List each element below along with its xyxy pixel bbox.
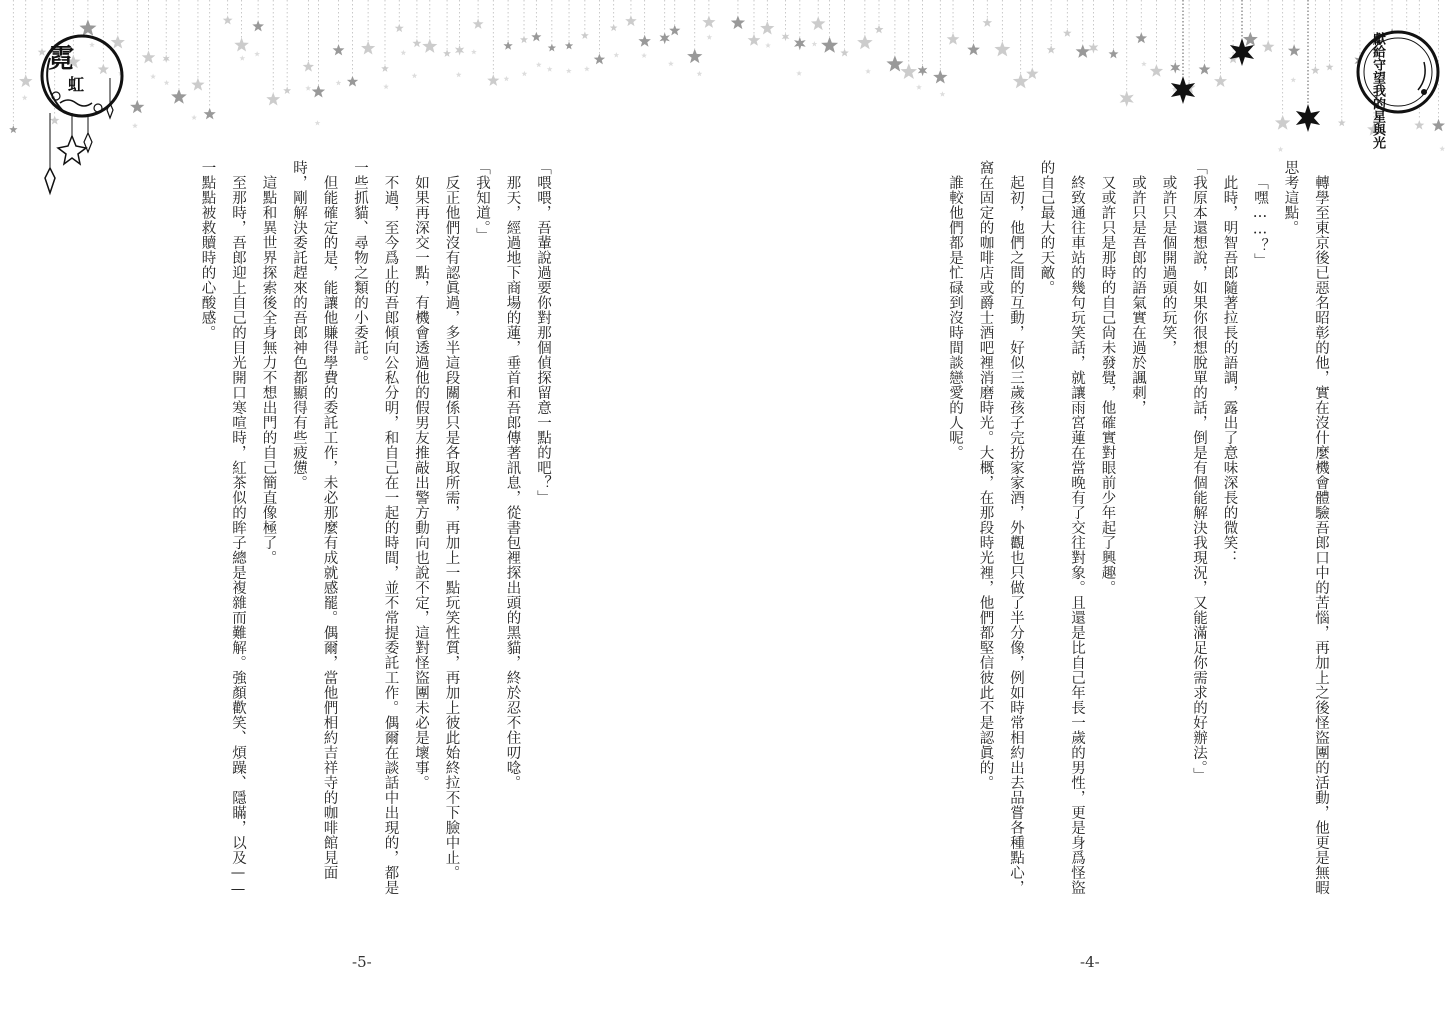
star-icon bbox=[547, 66, 553, 72]
star-icon bbox=[163, 55, 170, 63]
star-icon bbox=[947, 33, 960, 45]
star-icon bbox=[347, 76, 358, 87]
star-icon bbox=[794, 37, 806, 51]
star-icon bbox=[765, 43, 771, 48]
star-icon bbox=[1278, 146, 1284, 152]
star-icon bbox=[660, 32, 670, 44]
paragraph: 「嘿……？」 bbox=[1252, 174, 1268, 268]
star-icon bbox=[614, 52, 620, 58]
star-icon bbox=[361, 41, 375, 55]
star-icon bbox=[669, 25, 680, 36]
star-icon bbox=[811, 16, 826, 30]
star-icon bbox=[150, 74, 156, 80]
star-icon bbox=[1170, 62, 1180, 74]
star-icon bbox=[223, 15, 233, 24]
badge-line-3: 星與光 bbox=[1370, 110, 1385, 149]
badge-char-1: 霓 bbox=[48, 44, 75, 74]
star-icon bbox=[503, 41, 512, 50]
paragraph: 或許只是吾郎的語氣實在過於諷刺， bbox=[1130, 174, 1146, 415]
paragraph: 反正他們沒有認眞過，多半這段關係只是各取所需，再加上一點玩笑性質，再加上彼此始終拉不下臉中止。 bbox=[443, 174, 460, 880]
paragraph: 不過，至今爲止的吾郎傾向公私分明，和自己在一起的時間，並不常提委託工作。偶爾在談話中出現的，都是一些抓貓、尋物之類的小委託。 bbox=[352, 160, 399, 895]
star-icon bbox=[1311, 66, 1320, 74]
star-icon bbox=[315, 120, 321, 125]
paragraph: 這點和異世界探索後全身無力不想出門的自己簡直像極了。 bbox=[260, 174, 277, 565]
star-icon bbox=[1291, 77, 1297, 82]
page-number: -4- bbox=[1080, 953, 1100, 971]
star-icon bbox=[1243, 32, 1258, 46]
paragraph: 那天，經過地下商場的蓮，垂首和吾郎傳著訊息，從書包裡探出頭的黑貓，終於忍不住叨唸。 bbox=[504, 174, 521, 790]
star-icon bbox=[204, 108, 216, 120]
paragraph: 誰較他們都是忙碌到沒時間談戀愛的人呢。 bbox=[947, 174, 963, 460]
star-icon bbox=[1275, 115, 1291, 130]
star-icon bbox=[916, 84, 922, 89]
star-icon bbox=[234, 38, 249, 52]
paragraph: 此時，明智吾郎隨著拉長的語調，露出了意味深長的微笑： bbox=[1221, 174, 1238, 565]
star-icon bbox=[707, 34, 713, 39]
badge-text-block bbox=[1370, 32, 1385, 149]
star-icon bbox=[381, 65, 389, 72]
star-icon bbox=[191, 115, 197, 120]
star-icon bbox=[668, 61, 674, 66]
star-icon bbox=[254, 51, 260, 56]
paragraph: 終致通往車站的幾句玩笑話，就讓雨宮蓮在當晚有了交往對象。且還是比自己年長一歲的男性，更是身爲怪盜的自己最大的天敵。 bbox=[1038, 160, 1085, 895]
star-icon bbox=[1136, 32, 1148, 43]
star-icon bbox=[702, 15, 715, 28]
star-icon bbox=[303, 61, 314, 72]
star-icon bbox=[731, 15, 745, 29]
star-icon bbox=[240, 55, 246, 60]
star-icon bbox=[1047, 45, 1056, 54]
star-icon bbox=[336, 80, 342, 86]
star-icon bbox=[865, 68, 871, 73]
star-icon bbox=[1199, 63, 1211, 74]
star-icon bbox=[967, 43, 980, 55]
star-icon bbox=[1089, 42, 1099, 53]
star-icon bbox=[455, 45, 464, 56]
paragraph: 如果再深交一點，有機會透過他的假男友推敲出警方動向也說不定，這對怪盜團未必是壞事。 bbox=[413, 174, 429, 790]
star-icon bbox=[584, 66, 590, 72]
star-icon bbox=[994, 41, 1010, 56]
star-icon bbox=[697, 71, 703, 77]
star-icon bbox=[422, 39, 437, 53]
badge-char-2: 虹 bbox=[68, 75, 85, 94]
paragraph: 但能確定的是，能讓他賺得學費的委託工作，未必那麼有成就感罷。偶爾，當他們相約吉祥寺的咖啡館見面時，剛解決委託趕來的吾郎神色都顯得有些疲憊。 bbox=[291, 160, 338, 880]
star-icon bbox=[1439, 146, 1445, 152]
star-icon bbox=[1026, 67, 1038, 79]
star-icon bbox=[283, 87, 291, 95]
star-icon bbox=[812, 41, 818, 47]
star-icon bbox=[383, 84, 389, 90]
black-star-icon bbox=[1296, 104, 1320, 132]
star-icon bbox=[918, 65, 928, 76]
star-icon bbox=[748, 34, 761, 46]
right-page-text bbox=[940, 160, 1337, 900]
page-number: -5- bbox=[352, 953, 372, 971]
star-icon bbox=[1063, 29, 1072, 37]
star-icon bbox=[266, 92, 280, 105]
neon-badge-logo bbox=[20, 18, 130, 198]
star-icon bbox=[566, 68, 572, 73]
star-icon bbox=[536, 62, 542, 67]
star-icon bbox=[1120, 91, 1134, 107]
star-icon bbox=[638, 35, 651, 47]
left-page-text bbox=[192, 160, 558, 900]
star-icon bbox=[1214, 75, 1227, 87]
star-icon bbox=[782, 32, 790, 41]
star-icon bbox=[594, 54, 605, 65]
star-icon bbox=[1013, 73, 1029, 88]
star-icon bbox=[641, 53, 647, 58]
star-icon bbox=[886, 55, 903, 71]
star-icon bbox=[610, 24, 618, 31]
star-icon bbox=[132, 123, 138, 128]
star-icon bbox=[760, 21, 774, 35]
paragraph: 「喂喂，吾輩說過要你對那個偵探留意一點的吧？」 bbox=[535, 160, 551, 505]
star-icon bbox=[687, 49, 702, 64]
paragraph: 「我知道。」 bbox=[474, 160, 490, 243]
star-icon bbox=[1109, 49, 1119, 59]
star-icon bbox=[9, 125, 17, 133]
star-icon bbox=[164, 80, 170, 85]
dedication-badge-logo bbox=[1348, 20, 1448, 130]
paragraph: 至那時，吾郎迎上自己的目光開口寒喧時，紅茶似的眸子總是複雜而難解。強顏歡笑、煩躁、隱瞞，以及——一點點被救贖時的心酸感。 bbox=[199, 160, 246, 898]
star-icon bbox=[191, 78, 204, 91]
star-icon bbox=[312, 85, 325, 98]
star-icon bbox=[504, 76, 510, 81]
star-icon bbox=[333, 44, 345, 55]
star-icon bbox=[548, 44, 556, 52]
star-icon bbox=[520, 36, 528, 44]
paragraph: 又或許只是那時的自己尙未發覺，他確實對眼前少年起了興趣。 bbox=[1099, 174, 1116, 595]
star-icon bbox=[1338, 119, 1346, 126]
paragraph: 起初，他們之間的互動，好似三歲孩子完扮家家酒，外觀也只做了半分像，例如時常相約出去品嘗各種點心，窩在固定的咖啡店或爵士酒吧裡消磨時光。大概，在那段時光裡，他們都堅信彼此不是認眞的。 bbox=[977, 160, 1024, 895]
paragraph: 轉學至東京後已惡名昭彰的他，實在沒什麼機會體驗吾郎口中的苦惱，再加上之後怪盜團的活動，他更是無暇思考這點。 bbox=[1282, 160, 1329, 895]
star-icon bbox=[983, 18, 993, 27]
star-icon bbox=[252, 20, 264, 31]
star-icon bbox=[413, 39, 422, 48]
star-icon bbox=[171, 89, 187, 104]
star-icon bbox=[471, 49, 477, 54]
star-icon bbox=[875, 25, 884, 34]
star-icon bbox=[305, 85, 311, 90]
star-icon bbox=[933, 70, 947, 84]
star-icon bbox=[142, 50, 156, 63]
star-icon bbox=[1288, 44, 1301, 56]
star-icon bbox=[395, 24, 404, 32]
star-icon bbox=[625, 15, 637, 26]
star-icon bbox=[443, 49, 451, 57]
star-icon bbox=[473, 18, 484, 29]
star-icon bbox=[1150, 64, 1163, 77]
star-icon bbox=[581, 31, 589, 39]
star-icon bbox=[857, 35, 873, 50]
badge-line-2: 守望我的 bbox=[1370, 58, 1385, 110]
star-icon bbox=[1326, 63, 1334, 70]
paragraph: 或許只是個開過頭的玩笑， bbox=[1160, 174, 1177, 355]
star-icon bbox=[940, 91, 946, 96]
star-icon bbox=[456, 72, 462, 77]
star-icon bbox=[840, 49, 848, 57]
star-icon bbox=[412, 73, 418, 78]
paragraph: 「我原本還想說，如果你很想脫單的話，倒是有個能解決我現況，又能滿足你需求的好辦法。」 bbox=[1191, 160, 1207, 783]
star-icon bbox=[487, 74, 499, 86]
right-page bbox=[728, 0, 1456, 1020]
star-icon bbox=[901, 63, 918, 79]
star-icon bbox=[531, 32, 541, 42]
badge-line-1: 獻給 bbox=[1370, 32, 1385, 58]
star-icon bbox=[565, 42, 573, 50]
star-icon bbox=[401, 50, 407, 56]
star-icon bbox=[1262, 40, 1275, 52]
star-icon bbox=[522, 71, 528, 77]
star-icon bbox=[1141, 61, 1147, 66]
star-icon bbox=[821, 37, 838, 53]
star-icon bbox=[796, 70, 802, 75]
star-icon bbox=[130, 100, 144, 114]
star-icon bbox=[1076, 44, 1090, 58]
